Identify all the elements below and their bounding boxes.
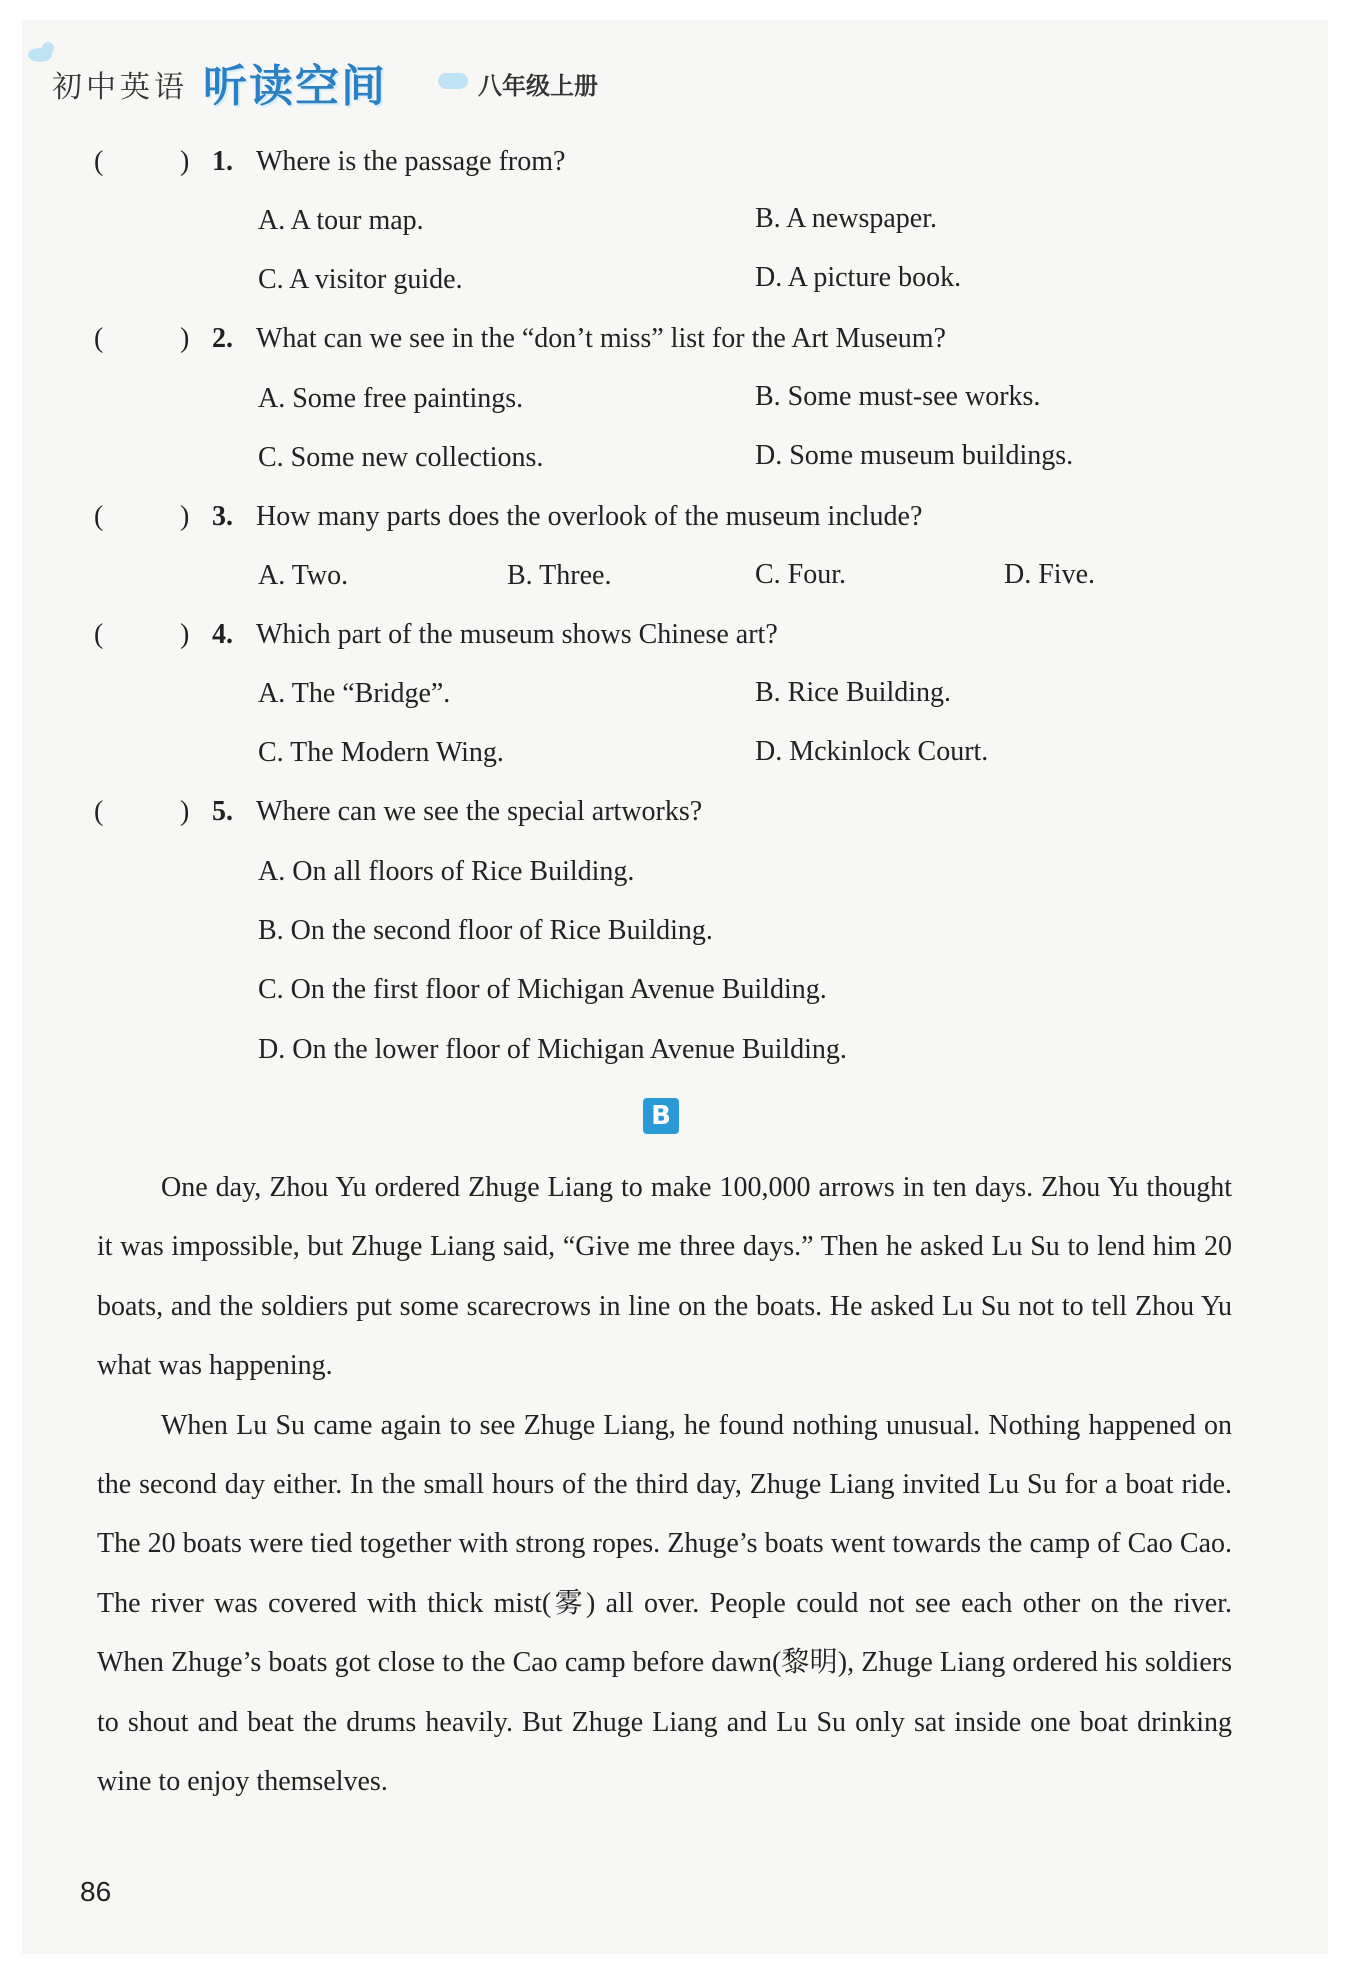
series-title: 初中英语 xyxy=(52,70,188,105)
option-b: B. A newspaper. xyxy=(755,203,937,234)
question-text: Where is the passage from? xyxy=(256,146,566,177)
series-logo: 听读空间 xyxy=(203,61,387,112)
answer-blank-close: ) xyxy=(180,796,190,827)
answer-blank-open: ( xyxy=(94,619,104,650)
question-number: 4. xyxy=(212,619,233,650)
answer-blank-open: ( xyxy=(94,501,104,532)
option-a: A. On all floors of Rice Building. xyxy=(258,856,635,887)
cloud-icon xyxy=(438,73,468,89)
option-d: D. A picture book. xyxy=(755,262,962,293)
option-b: B. Some must-see works. xyxy=(755,381,1041,412)
question-4 xyxy=(0,615,1350,655)
option-d: D. Five. xyxy=(1004,559,1095,590)
answer-blank-open: ( xyxy=(94,323,104,354)
option-c: C. Some new collections. xyxy=(258,442,544,473)
option-c: C. The Modern Wing. xyxy=(258,737,504,768)
question-text: Where can we see the special artworks? xyxy=(256,796,703,827)
option-a: A. Two. xyxy=(258,560,349,591)
grade-label: 八年级上册 xyxy=(478,72,598,100)
question-1 xyxy=(0,142,1350,182)
option-d: D. Some museum buildings. xyxy=(755,440,1074,471)
question-text: Which part of the museum shows Chinese art? xyxy=(256,619,778,650)
question-number: 3. xyxy=(212,501,233,532)
question-number: 2. xyxy=(212,323,233,354)
question-5 xyxy=(0,792,1350,832)
passage-paragraph: When Lu Su came again to see Zhuge Liang, he found nothing unusual. Nothing happened on the second day either. In the small hours of the third day, Zhuge Liang invited Lu Su for a boat ride. The 20 boats were tied together with strong ropes. Zhuge’s boats went towards the camp of Cao Cao. The river was covered with thick mist(雾) all over. People could not see each other on the river. When Zhuge’s boats got close to the Cao camp before dawn(黎明), Zhuge Liang ordered his soldiers to shout and beat the drums heavily. But Zhuge Liang and Lu Su only sat inside one boat drinking wine to enjoy themselves. xyxy=(97,1409,1232,1798)
option-b: B. Three. xyxy=(507,560,612,591)
answer-blank-close: ) xyxy=(180,323,190,354)
option-c: C. On the first floor of Michigan Avenue Building. xyxy=(258,974,827,1005)
section-badge: B xyxy=(643,1098,679,1134)
answer-blank-close: ) xyxy=(180,146,190,177)
answer-blank-close: ) xyxy=(180,619,190,650)
bubble-icon xyxy=(42,42,54,54)
option-b: B. On the second floor of Rice Building. xyxy=(258,915,713,946)
answer-blank-close: ) xyxy=(180,501,190,532)
answer-blank-open: ( xyxy=(94,146,104,177)
reading-passage xyxy=(97,1158,1232,1811)
option-a: A. A tour map. xyxy=(258,205,424,236)
question-3 xyxy=(0,497,1350,537)
option-a: A. Some free paintings. xyxy=(258,383,524,414)
option-d: D. Mckinlock Court. xyxy=(755,736,989,767)
question-number: 1. xyxy=(212,146,233,177)
answer-blank-open: ( xyxy=(94,796,104,827)
question-number: 5. xyxy=(212,796,233,827)
option-c: C. Four. xyxy=(755,559,847,590)
question-2 xyxy=(0,319,1350,359)
page-header xyxy=(28,40,728,120)
option-c: C. A visitor guide. xyxy=(258,264,463,295)
option-d: D. On the lower floor of Michigan Avenue Building. xyxy=(258,1034,847,1065)
passage-paragraph: One day, Zhou Yu ordered Zhuge Liang to make 100,000 arrows in ten days. Zhou Yu thought it was impossible, but Zhuge Liang said, “Give me three days.” Then he asked Lu Su to lend him 20 boats, and the soldiers put some scarecrows in line on the boats. He asked Lu Su not to tell Zhou Yu what was happening. xyxy=(97,1172,1232,1382)
option-a: A. The “Bridge”. xyxy=(258,678,451,709)
question-text: How many parts does the overlook of the museum include? xyxy=(256,501,923,532)
option-b: B. Rice Building. xyxy=(755,677,951,708)
page-number: 86 xyxy=(80,1876,112,1907)
question-text: What can we see in the “don’t miss” list for the Art Museum? xyxy=(256,323,946,354)
